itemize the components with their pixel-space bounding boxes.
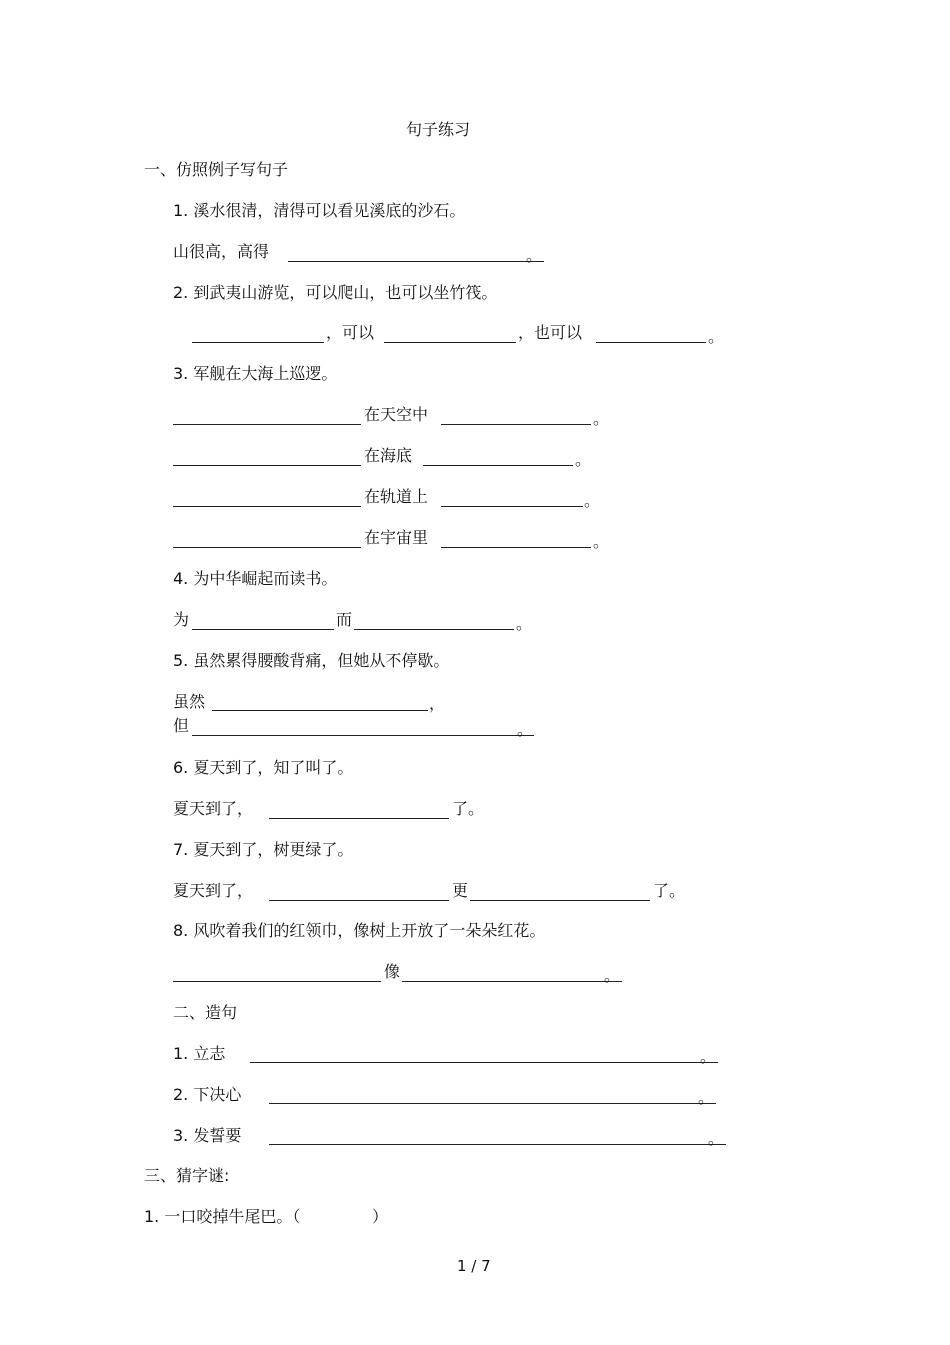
item2-prompt: 2. 到武夷山游览，可以爬山，也可以坐竹筏。: [173, 283, 498, 302]
item6-connector: 夏天到了，: [173, 799, 254, 818]
answer-blank[interactable]: [192, 735, 534, 736]
item4-connector: 而: [336, 610, 353, 629]
period: 。: [700, 1047, 717, 1066]
answer-blank[interactable]: [441, 506, 583, 507]
item1-prompt: 1. 溪水很清，清得可以看见溪底的沙石。: [173, 201, 466, 220]
page-number: 1 / 7: [457, 1257, 491, 1275]
answer-blank[interactable]: [269, 1144, 726, 1145]
item4-prompt: 4. 为中华崛起而读书。: [173, 569, 338, 588]
answer-blank[interactable]: [441, 547, 591, 548]
section3-heading: 三、猜字谜:: [144, 1166, 230, 1185]
answer-blank[interactable]: [354, 629, 514, 630]
period: 。: [698, 1088, 715, 1107]
answer-blank[interactable]: [173, 506, 361, 507]
comma: ，: [429, 694, 446, 713]
item7-connector: 更: [452, 881, 469, 900]
sentence-item-label: 1. 立志: [173, 1044, 226, 1063]
answer-blank[interactable]: [192, 342, 324, 343]
riddle-answer-space[interactable]: [330, 1226, 372, 1227]
answer-blank[interactable]: [596, 342, 706, 343]
item8-prompt: 8. 风吹着我们的红领巾，像树上开放了一朵朵红花。: [173, 921, 546, 940]
period: 。: [517, 720, 534, 739]
item1-line-label: 山很高，高得: [173, 242, 270, 261]
page-title: 句子练习: [406, 120, 471, 139]
answer-blank[interactable]: [288, 261, 544, 262]
item2-connector: ，也可以: [518, 323, 583, 342]
period: 。: [526, 246, 543, 265]
period: 。: [575, 450, 592, 469]
answer-blank[interactable]: [470, 900, 650, 901]
item5-connector: 但: [173, 716, 190, 735]
item3-prompt: 3. 军舰在大海上巡逻。: [173, 364, 338, 383]
period: 。: [708, 1129, 725, 1148]
item2-connector: ，可以: [326, 323, 375, 342]
sentence-item-label: 2. 下决心: [173, 1085, 242, 1104]
item7-connector: 夏天到了，: [173, 881, 254, 900]
answer-blank[interactable]: [173, 981, 381, 982]
period: 。: [516, 614, 533, 633]
item3-connector: 在海底: [364, 446, 413, 465]
item7-prompt: 7. 夏天到了，树更绿了。: [173, 840, 354, 859]
sentence-item-label: 3. 发誓要: [173, 1126, 242, 1145]
item5-prompt: 5. 虽然累得腰酸背痛，但她从不停歇。: [173, 651, 450, 670]
answer-blank[interactable]: [384, 342, 516, 343]
answer-blank[interactable]: [212, 710, 428, 711]
answer-blank[interactable]: [192, 629, 334, 630]
item7-ending: 了。: [653, 881, 686, 900]
answer-blank[interactable]: [173, 424, 361, 425]
section2-heading: 二、造句: [173, 1003, 238, 1022]
item3-connector: 在轨道上: [364, 487, 429, 506]
item4-connector: 为: [173, 610, 190, 629]
answer-blank[interactable]: [441, 424, 591, 425]
answer-blank[interactable]: [423, 465, 573, 466]
item6-ending: 了。: [452, 799, 485, 818]
period: 。: [584, 491, 601, 510]
item3-connector: 在宇宙里: [364, 528, 429, 547]
answer-blank[interactable]: [173, 465, 361, 466]
item3-connector: 在天空中: [364, 405, 429, 424]
answer-blank[interactable]: [173, 547, 361, 548]
answer-blank[interactable]: [250, 1062, 718, 1063]
answer-blank[interactable]: [269, 900, 449, 901]
period: 。: [593, 409, 610, 428]
period: 。: [604, 966, 621, 985]
riddle-close-paren: ）: [372, 1207, 389, 1226]
period: 。: [593, 532, 610, 551]
period: 。: [708, 327, 725, 346]
item6-prompt: 6. 夏天到了，知了叫了。: [173, 758, 354, 777]
item5-connector: 虽然: [173, 692, 206, 711]
answer-blank[interactable]: [402, 981, 622, 982]
section1-heading: 一、仿照例子写句子: [144, 160, 289, 179]
riddle-text: 1. 一口咬掉牛尾巴。（: [144, 1207, 301, 1226]
answer-blank[interactable]: [269, 818, 449, 819]
item8-connector: 像: [384, 962, 401, 981]
answer-blank[interactable]: [269, 1103, 716, 1104]
